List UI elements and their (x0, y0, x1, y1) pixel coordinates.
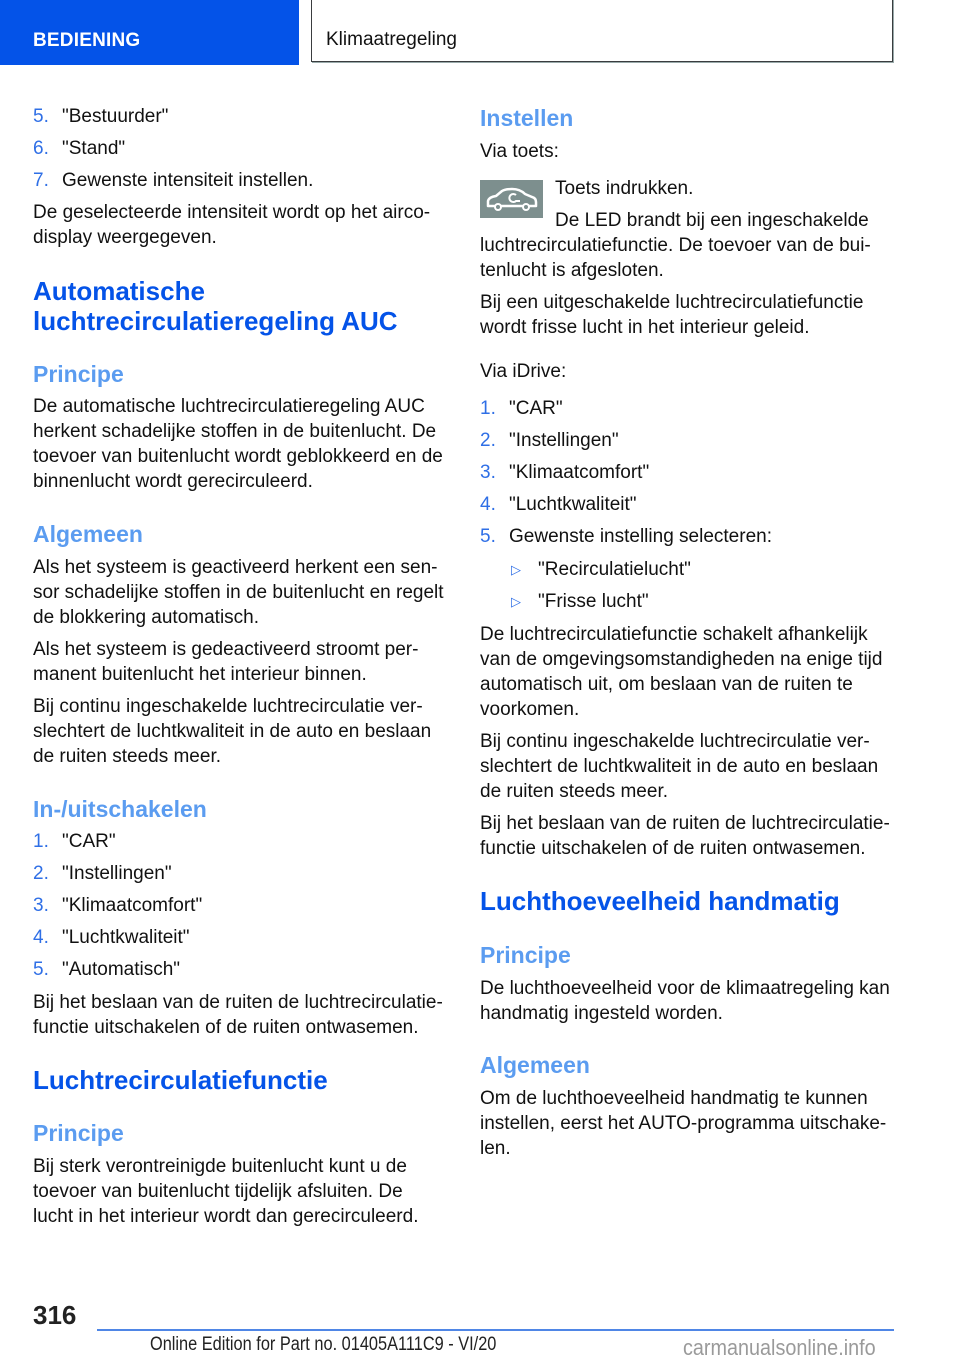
recirculation-button-icon (480, 180, 543, 218)
list-number: 7. (33, 170, 49, 191)
recirculation-car-icon (480, 180, 543, 218)
section-tab (0, 0, 299, 65)
section-title: Luchthoeveelheid handmatig (480, 886, 840, 916)
triangle-bullet-icon: ▷ (511, 562, 521, 577)
chapter-label: Klimaatregeling (326, 29, 457, 50)
option-item: "Frisse lucht" (538, 591, 649, 612)
list-item: "Bestuurder" (62, 106, 169, 127)
paragraph-line: Als het systeem is geactiveerd herkent een sen- (33, 557, 438, 578)
paragraph-line: functie uitschakelen of de ruiten ontwasemen. (480, 838, 866, 859)
subheading: Instellen (480, 105, 574, 131)
footer-divider (97, 1329, 894, 1331)
paragraph-line: Via toets: (480, 141, 559, 162)
paragraph-line: automatisch uit, om beslaan van de ruiten te (480, 674, 853, 695)
paragraph-line: sor schadelijke stoffen in de buitenlucht en regelt (33, 582, 444, 603)
paragraph-line: toevoer van buitenlucht tijdelijk afsluiten. De (33, 1181, 403, 1202)
paragraph-line: slechtert de luchtkwaliteit in de auto en beslaan (33, 721, 432, 742)
edition-text: Online Edition for Part no. 01405A111C9 - VI/20 (150, 1334, 497, 1355)
paragraph-line: De geselecteerde intensiteit wordt op het airco- (33, 202, 431, 223)
paragraph-line: Bij continu ingeschakelde luchtrecirculatie ver- (480, 731, 870, 752)
paragraph-line: Bij het beslaan van de ruiten de luchtrecirculatie- (33, 992, 443, 1013)
paragraph-line: Bij continu ingeschakelde luchtrecirculatie ver- (33, 696, 423, 717)
section-title: luchtrecirculatieregeling AUC (33, 306, 398, 336)
paragraph-line: Via iDrive: (480, 361, 567, 382)
list-number: 1. (480, 398, 496, 419)
list-item: Gewenste intensiteit instellen. (62, 170, 314, 191)
subheading: Principe (480, 942, 571, 968)
section-title: Luchtrecirculatiefunctie (33, 1065, 328, 1095)
paragraph-line: Om de luchthoeveelheid handmatig te kunnen (480, 1088, 868, 1109)
list-item: "Luchtkwaliteit" (62, 927, 190, 948)
list-number: 1. (33, 831, 49, 852)
subheading: Algemeen (480, 1052, 590, 1078)
paragraph-line: len. (480, 1138, 511, 1159)
list-item: "Instellingen" (509, 430, 619, 451)
section-title: Automatische (33, 276, 205, 306)
paragraph-line: instellen, eerst het AUTO-programma uitschake- (480, 1113, 887, 1134)
subheading: Algemeen (33, 521, 143, 547)
paragraph-line: functie uitschakelen of de ruiten ontwasemen. (33, 1017, 419, 1038)
paragraph-line: lucht in het interieur wordt dan gerecirculeerd. (33, 1206, 419, 1227)
list-item: "Luchtkwaliteit" (509, 494, 637, 515)
list-item: "Stand" (62, 138, 126, 159)
chapter-tab (311, 0, 893, 62)
paragraph-line: handmatig ingesteld worden. (480, 1003, 723, 1024)
list-item: Gewenste instelling selecteren: (509, 526, 772, 547)
list-number: 5. (33, 959, 49, 980)
paragraph-line: luchtrecirculatiefunctie. De toevoer van de bui- (480, 235, 871, 256)
list-item: "CAR" (62, 831, 116, 852)
paragraph-line: display weergegeven. (33, 227, 217, 248)
page-number: 316 (33, 1300, 77, 1330)
list-item: "Automatisch" (62, 959, 181, 980)
paragraph-line: manent buitenlucht het interieur binnen. (33, 664, 367, 685)
paragraph-line: De luchtrecirculatiefunctie schakelt afhankelijk (480, 624, 868, 645)
list-number: 3. (480, 462, 496, 483)
paragraph-line: Bij een uitgeschakelde luchtrecirculatiefunctie (480, 292, 864, 313)
paragraph-line: herkent schadelijke stoffen in de buitenlucht. De (33, 421, 437, 442)
list-number: 2. (33, 863, 49, 884)
paragraph-line: Als het systeem is gedeactiveerd stroomt per- (33, 639, 419, 660)
paragraph-line: de ruiten steeds meer. (33, 746, 221, 767)
subheading: In-/uitschakelen (33, 796, 207, 822)
paragraph-line: toevoer van buitenlucht wordt geblokkeerd en de (33, 446, 443, 467)
watermark: carmanualsonline.info (683, 1335, 876, 1360)
paragraph-line: De LED brandt bij een ingeschakelde (555, 210, 869, 231)
paragraph-line: de ruiten steeds meer. (480, 781, 668, 802)
list-item: "Klimaatcomfort" (62, 895, 203, 916)
list-item: "Instellingen" (62, 863, 172, 884)
paragraph-line: tenlucht is afgesloten. (480, 260, 664, 281)
section-label: BEDIENING (33, 30, 141, 51)
list-number: 2. (480, 430, 496, 451)
paragraph-line: voorkomen. (480, 699, 580, 720)
subheading: Principe (33, 361, 124, 387)
paragraph-line: De automatische luchtrecirculatieregeling AUC (33, 396, 425, 417)
list-number: 3. (33, 895, 49, 916)
list-number: 5. (33, 106, 49, 127)
list-number: 4. (33, 927, 49, 948)
paragraph-line: Bij sterk verontreinigde buitenlucht kunt u de (33, 1156, 407, 1177)
paragraph-line: Toets indrukken. (555, 178, 694, 199)
list-item: "Klimaatcomfort" (509, 462, 650, 483)
paragraph-line: slechtert de luchtkwaliteit in de auto en beslaan (480, 756, 879, 777)
list-number: 6. (33, 138, 49, 159)
paragraph-line: De luchthoeveelheid voor de klimaatregeling kan (480, 978, 890, 999)
paragraph-line: Bij het beslaan van de ruiten de luchtrecirculatie- (480, 813, 890, 834)
paragraph-line: binnenlucht wordt gerecirculeerd. (33, 471, 313, 492)
list-number: 5. (480, 526, 496, 547)
list-item: "CAR" (509, 398, 563, 419)
option-item: "Recirculatielucht" (538, 559, 691, 580)
subheading: Principe (33, 1120, 124, 1146)
list-number: 4. (480, 494, 496, 515)
paragraph-line: van de omgevingsomstandigheden na enige tijd (480, 649, 883, 670)
paragraph-line: wordt frisse lucht in het interieur geleid. (480, 317, 810, 338)
triangle-bullet-icon: ▷ (511, 594, 521, 609)
paragraph-line: de blokkering automatisch. (33, 607, 260, 628)
